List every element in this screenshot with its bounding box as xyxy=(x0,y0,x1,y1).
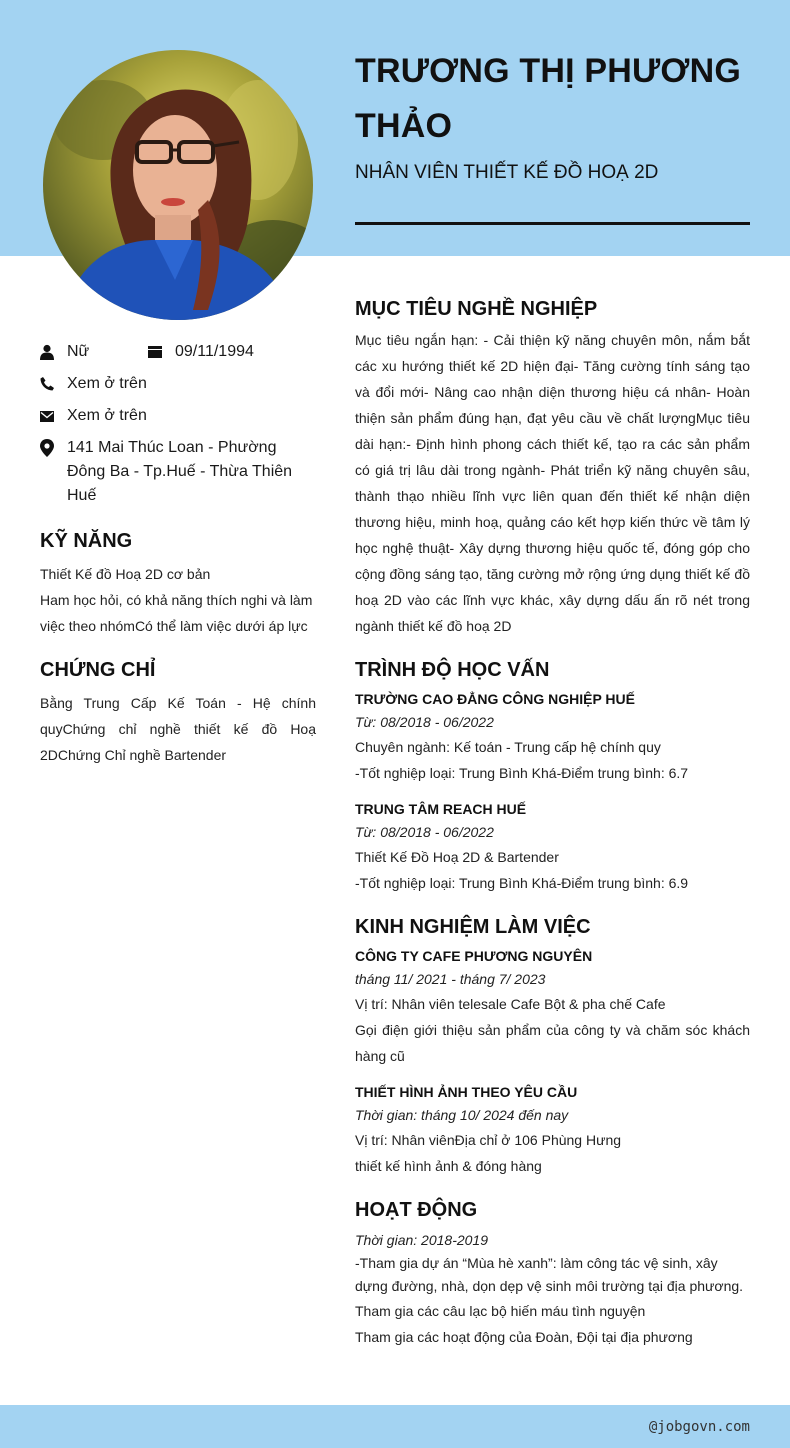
education-entry xyxy=(355,798,750,896)
education-entry xyxy=(355,688,750,786)
activity-item: Tham gia các hoạt động của Đoàn, Đội tại địa phương xyxy=(355,1329,693,1345)
activity-item: Tham gia các câu lạc bộ hiến máu tình nguyện xyxy=(355,1303,646,1319)
phone-row xyxy=(40,372,316,396)
left-column xyxy=(40,340,316,768)
education-org: TRƯỜNG CAO ĐẲNG CÔNG NGHIỆP HUẾ xyxy=(355,691,635,707)
phone-icon xyxy=(40,372,54,396)
profile-photo xyxy=(43,50,313,320)
education-detail: Thiết Kế Đồ Hoạ 2D & Bartender xyxy=(355,849,559,865)
experience-detail: Vị trí: Nhân viên telesale Cafe Bột & pha chế Cafe xyxy=(355,996,666,1012)
education-org: TRUNG TÂM REACH HUẾ xyxy=(355,801,527,817)
experience-detail: Vị trí: Nhân viênĐịa chỉ ở 106 Phùng Hưng xyxy=(355,1132,622,1148)
right-column xyxy=(355,298,750,1350)
skills-heading: KỸ NĂNG xyxy=(40,530,133,552)
email-row xyxy=(40,404,316,428)
skill-item: Thiết Kế đồ Hoạ 2D cơ bản xyxy=(40,566,211,582)
experience-period: Thời gian: tháng 10/ 2024 đến nay xyxy=(355,1107,569,1123)
birthdate-value: 09/11/1994 xyxy=(175,343,254,360)
education-detail: -Tốt nghiệp loại: Trung Bình Khá-Điểm trung bình: 6.9 xyxy=(355,875,689,891)
education-period: Từ: 08/2018 - 06/2022 xyxy=(355,824,494,840)
experience-detail: thiết kế hình ảnh & đóng hàng xyxy=(355,1158,542,1174)
objective-text: Mục tiêu ngắn hạn: - Cải thiện kỹ năng chuyên môn, nắm bắt các xu hướng thiết kế 2D hiện đại- Tăng cường tính sáng tạo và đổi mới- Nâng cao nhận diện thương hiệu cá nhân- Hoàn thiện sản phẩm đúng hạn, đạt yêu cầu về chất lượngMục tiêu dài hạn:- Định hình phong cách thiết kế, tạo ra các sản phẩm có giá trị lâu dài trong ngành- Phát triển kỹ năng chuyên sâu, thành thạo nhiều lĩnh vực liên quan đến thiết kế nhận diện thương hiệu, minh hoạ, quảng cáo kết hợp kiến thức về tâm lý học nghệ thuật- Xây dựng thương hiệu quốc tế, đóng góp cho cộng đồng sáng tạo, tăng cường mở rộng ứng dụng thiết kế đồ hoạ 2D vào các lĩnh vực khác, xây dựng dấu ấn rõ nét trong ngành thiết kế đồ hoạ 2D xyxy=(355,332,750,634)
gender-value: Nữ xyxy=(67,343,90,360)
education-detail: Chuyên ngành: Kế toán - Trung cấp hệ chính quy xyxy=(355,739,661,755)
education-period: Từ: 08/2018 - 06/2022 xyxy=(355,714,494,730)
email-value: Xem ở trên xyxy=(67,407,147,424)
experience-entry xyxy=(355,945,750,1069)
experience-heading: KINH NGHIỆM LÀM VIỆC xyxy=(355,916,591,938)
person-icon xyxy=(40,340,54,364)
activities-period: Thời gian: 2018-2019 xyxy=(355,1232,488,1248)
experience-entry xyxy=(355,1081,750,1179)
experience-org: THIẾT HÌNH ẢNH THEO YÊU CẦU xyxy=(355,1084,578,1100)
location-pin-icon xyxy=(40,436,54,460)
education-detail: -Tốt nghiệp loại: Trung Bình Khá-Điểm trung bình: 6.7 xyxy=(355,765,689,781)
certificates-text: Bằng Trung Cấp Kế Toán - Hệ chính quyChứng chỉ nghề thiết kế đồ Hoạ 2DChứng Chỉ nghề Bartender xyxy=(40,695,316,763)
certificates-heading: CHỨNG CHỈ xyxy=(40,659,156,681)
experience-period: tháng 11/ 2021 - tháng 7/ 2023 xyxy=(355,971,546,987)
gender-birthdate-row xyxy=(40,340,316,364)
candidate-name: TRƯƠNG THỊ PHƯƠNG THẢO xyxy=(355,52,742,145)
address-row xyxy=(40,436,316,508)
education-heading: TRÌNH ĐỘ HỌC VẤN xyxy=(355,659,550,681)
phone-value: Xem ở trên xyxy=(67,375,147,392)
objective-heading: MỤC TIÊU NGHỀ NGHIỆP xyxy=(355,298,598,320)
activities-heading: HOẠT ĐỘNG xyxy=(355,1199,478,1221)
address-value: 141 Mai Thúc Loan - Phường Đông Ba - Tp.Huế - Thừa Thiên Huế xyxy=(67,439,293,504)
header-divider xyxy=(355,222,750,225)
activity-item: -Tham gia dự án “Mùa hè xanh”: làm công tác vệ sinh, xây dựng đường, nhà, dọn dẹp vệ sinh môi trường tại địa phương. xyxy=(355,1255,744,1294)
envelope-icon xyxy=(40,404,54,428)
calendar-icon xyxy=(148,340,162,364)
experience-detail: Gọi điện giới thiệu sản phẩm của công ty và chăm sóc khách hàng cũ xyxy=(355,1022,750,1064)
skill-item: Ham học hỏi, có khả năng thích nghi và làm việc theo nhómCó thể làm việc dưới áp lực xyxy=(40,592,313,634)
experience-org: CÔNG TY CAFE PHƯƠNG NGUYÊN xyxy=(355,948,593,964)
job-title: NHÂN VIÊN THIẾT KẾ ĐỒ HOẠ 2D xyxy=(355,162,659,183)
footer-watermark: @jobgovn.com xyxy=(648,1419,750,1435)
